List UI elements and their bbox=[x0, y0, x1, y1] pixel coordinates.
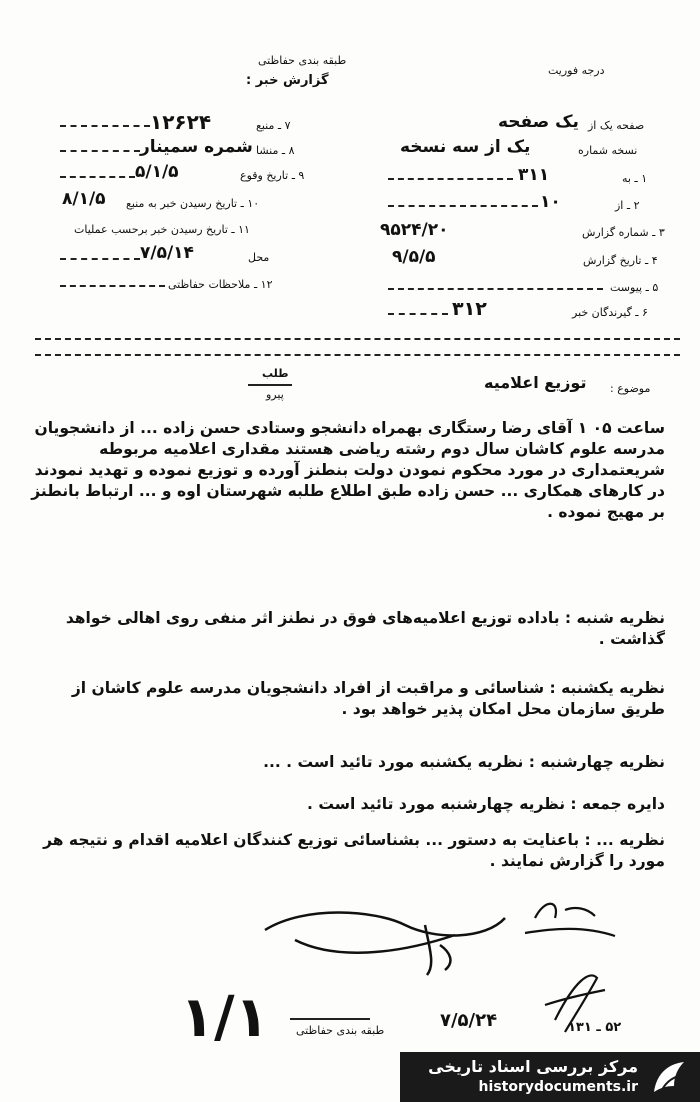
section-separator bbox=[35, 354, 680, 356]
margin-note-divider bbox=[248, 384, 292, 386]
field-line bbox=[388, 313, 448, 315]
report-paragraph: ساعت ۰۵ ۱ آقای رضا رستگاری بهمراه دانشجو وستادی حسن زاده ... از دانشجویان مدرسه علوم کاشان سال دوم رشته ریاضی هستند مقداری اعلامیه مربوطه شریعتمداری در مورد محکوم نمودن دولت بنطنز آورده و توزیع نموده و تهدید نمودند در کارهای همکاری ... حسن زاده طبق اطلاع طلبه شهرستان اوه و ... ارتباط بانطنز بر مهیج نموده . bbox=[31, 419, 665, 521]
field-value-to: ۳۱۱ bbox=[518, 165, 550, 185]
classification-top: طبقه بندی حفاظتی bbox=[258, 54, 347, 67]
bottom-divider bbox=[290, 1018, 370, 1020]
field-value-source: ۱۲۶۲۴ bbox=[150, 110, 212, 134]
field-value-report-date: ۹/۵/۵ bbox=[392, 247, 436, 267]
final-opinion: نظریه ... : باعنایت به دستور ... بشناسائی توزیع کنندگان اعلامیه اقدام و نتیجه هر مورد را گزارش نمایند . bbox=[43, 831, 665, 870]
office-friday: دایره جمعه : نظریه چهارشنبه مورد تائید است . bbox=[307, 795, 665, 813]
field-value-recipients: ۳۱۲ bbox=[452, 298, 487, 320]
report-title: گزارش خبر : bbox=[246, 73, 329, 88]
field-label-security-notes: ۱۲ ـ ملاحظات حفاظتی bbox=[168, 278, 273, 291]
subject-label: موضوع : bbox=[610, 382, 651, 395]
field-value-place: ۷/۵/۱۴ bbox=[140, 243, 194, 263]
field-label-page: صفحه یک از bbox=[588, 119, 645, 132]
field-value-report-number: ۹۵۲۴/۲۰ bbox=[380, 220, 449, 240]
watermark-name: مرکز بررسی اسناد تاریخی bbox=[428, 1057, 638, 1076]
watermark-url: historydocuments.ir bbox=[478, 1079, 638, 1095]
field-line bbox=[60, 176, 135, 178]
field-label-copy-number: نسخه شماره bbox=[578, 144, 638, 157]
field-label-report-number: ۳ ـ شماره گزارش bbox=[582, 226, 665, 239]
classification-bottom: طبقه بندی حفاظتی bbox=[296, 1024, 385, 1037]
priority-label: درجه فوریت bbox=[548, 64, 605, 77]
archive-logo-icon bbox=[648, 1056, 692, 1098]
large-handwritten-numeral: ۱/۱ bbox=[180, 985, 269, 1050]
field-label-from: ۲ ـ از bbox=[615, 199, 640, 212]
field-label-to: ۱ ـ به bbox=[622, 172, 648, 185]
field-value-occurrence-date: ۵/۱/۵ bbox=[135, 162, 179, 182]
field-label-origin: ۸ ـ منشا bbox=[256, 144, 295, 157]
opinion-saturday: نظریه شنبه : باداده توزیع اعلامیه‌های فوق در نطنز اثر منفی روی اهالی خواهد گذاشت . bbox=[65, 609, 665, 648]
margin-note-top: طلب bbox=[262, 367, 289, 380]
handwritten-date: ۷/۵/۲۴ bbox=[440, 1010, 498, 1031]
field-line bbox=[60, 125, 150, 127]
opinion-wednesday: نظریه چهارشنبه : نظریه یکشنبه مورد تائید است . ... bbox=[263, 753, 665, 771]
field-value-source-receipt-date: ۸/۱/۵ bbox=[62, 189, 106, 209]
field-line bbox=[388, 178, 513, 180]
field-label-source-receipt-date: ۱۰ ـ تاریخ رسیدن خبر به منبع bbox=[126, 197, 260, 210]
field-line bbox=[388, 288, 603, 290]
field-label-source: ۷ ـ منبع bbox=[256, 119, 291, 132]
signature-scribble-large bbox=[255, 900, 515, 980]
field-label-place: محل bbox=[248, 251, 270, 264]
field-label-operation-receipt-date: ۱۱ ـ تاریخ رسیدن خبر برحسب عملیات bbox=[74, 223, 250, 236]
field-value-copy-number: یک از سه نسخه bbox=[400, 137, 531, 157]
field-label-report-date: ۴ ـ تاریخ گزارش bbox=[583, 254, 658, 267]
field-line bbox=[388, 205, 538, 207]
field-value-origin: شمره سمینار bbox=[140, 137, 253, 157]
field-label-occurrence-date: ۹ ـ تاریخ وقوع bbox=[240, 169, 305, 182]
field-line bbox=[60, 150, 140, 152]
field-line bbox=[60, 258, 140, 260]
field-label-attachment: ۵ ـ پیوست bbox=[610, 281, 659, 294]
field-value-from: ۱۰ bbox=[540, 192, 561, 212]
subject-value: توزیع اعلامیه bbox=[484, 373, 587, 392]
signature-scribble-right bbox=[505, 888, 625, 948]
field-label-recipients: ۶ ـ گیرندگان خبر bbox=[572, 306, 648, 319]
margin-note-bottom: پیرو bbox=[266, 388, 284, 401]
section-separator bbox=[35, 338, 680, 340]
opinion-sunday: نظریه یکشنبه : شناسائی و مراقبت از افراد دانشجویان مدرسه علوم کاشان از طریق سازمان محل امکان پذیر خواهد بود . bbox=[71, 679, 665, 718]
form-number: ۵۲ ـ ۱۳۱ bbox=[568, 1020, 622, 1035]
watermark-banner bbox=[400, 1052, 700, 1102]
field-line bbox=[60, 285, 165, 287]
field-value-page: یک صفحه bbox=[498, 112, 579, 132]
